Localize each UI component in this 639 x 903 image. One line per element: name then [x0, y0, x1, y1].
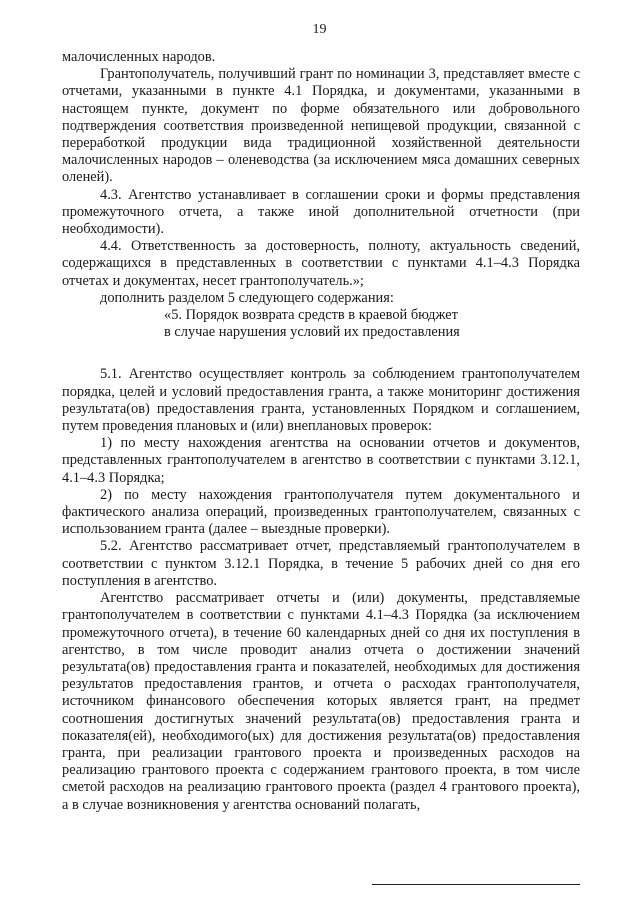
page-number: 19 — [312, 22, 327, 37]
paragraph-5-1-item-2: 2) по месту нахождения грантополучателя путем документального и фактического анализа операций, произведенных грантополучателем, связанных с использованием гранта (далее – выездные проверки). — [62, 486, 580, 538]
paragraph-5-1-item-1: 1) по месту нахождения агентства на основании отчетов и документов, представленных грантополучателем в агентство в соответствии с пунктами 3.12.1, 4.1–4.3 Порядка; — [62, 435, 580, 486]
paragraph-5-1: 5.1. Агентство осуществляет контроль за соблюдением грантополучателем порядка, целей и условий предоставления гранта, а также мониторинг достижения результата(ов) предоставления гранта, установленных Порядком и соглашением, путем проведения плановых и (или) внеплановых проверок: — [62, 366, 580, 435]
paragraph-add-section-5: дополнить разделом 5 следующего содержания: — [100, 289, 394, 306]
section-5-heading-line-1: «5. Порядок возврата средств в краевой бюджет — [164, 307, 458, 324]
paragraph-5-2-review: Агентство рассматривает отчеты и (или) документы, представляемые грантополучателем в соответствии с пунктами 4.1–4.3 Порядка (за исключением промежуточного отчета), в течение 60 календарных дней со дня их поступления в агентство, в том числе проводит анализ отчета о достижении значений результата(ов) предоставления гранта и показателей, необходимых для достижения результатов предоставления грантов, и отчета о расходах грантополучателя, источником финансового обеспечения которых является грант, на предмет соотношения достигнутых значений результата(ов) предоставления гранта и показателя(ей), необходимого(ых) для достижения результата(ов) предоставления гранта, при реализации грантового проекта и произведенных расходов на реализацию грантового проекта с содержанием грантового проекта, в том числе сметой расходов на реализацию грантового проекта (раздел 4 грантового проекта), а в случае возникновения у агентства оснований полагать, — [62, 590, 580, 813]
footer-rule — [372, 884, 580, 885]
document-body — [62, 49, 580, 814]
paragraph-4-4: 4.4. Ответственность за достоверность, полноту, актуальность сведений, содержащихся в представленных в соответствии с пунктами 4.1–4.3 Порядка отчетах и документах, несет грантополучатель.»; — [62, 238, 580, 289]
heading-spacer — [62, 341, 580, 366]
paragraph-5-2: 5.2. Агентство рассматривает отчет, представляемый грантополучателем в соответствии с пунктом 3.12.1 Порядка, в течение 5 рабочих дней со дня его поступления в агентство. — [62, 538, 580, 589]
section-5-heading-line-2: в случае нарушения условий их предоставления — [164, 324, 460, 341]
paragraph-continuation: малочисленных народов. — [62, 49, 216, 65]
paragraph-nomination-3: Грантополучатель, получивший грант по номинации 3, представляет вместе с отчетами, указанными в пункте 4.1 Порядка, и документами, указанными в настоящем пункте, документ по форме обязательного или добровольного подтверждения соответствия произведенной непищевой продукции, связанной с переработкой продукции вида традиционной хозяйственной деятельности малочисленных народов – оленеводства (за исключением мяса домашних северных оленей). — [62, 66, 580, 186]
paragraph-4-3: 4.3. Агентство устанавливает в соглашении сроки и формы представления промежуточного отчета, а также иной дополнительной отчетности (при необходимости). — [62, 186, 580, 238]
